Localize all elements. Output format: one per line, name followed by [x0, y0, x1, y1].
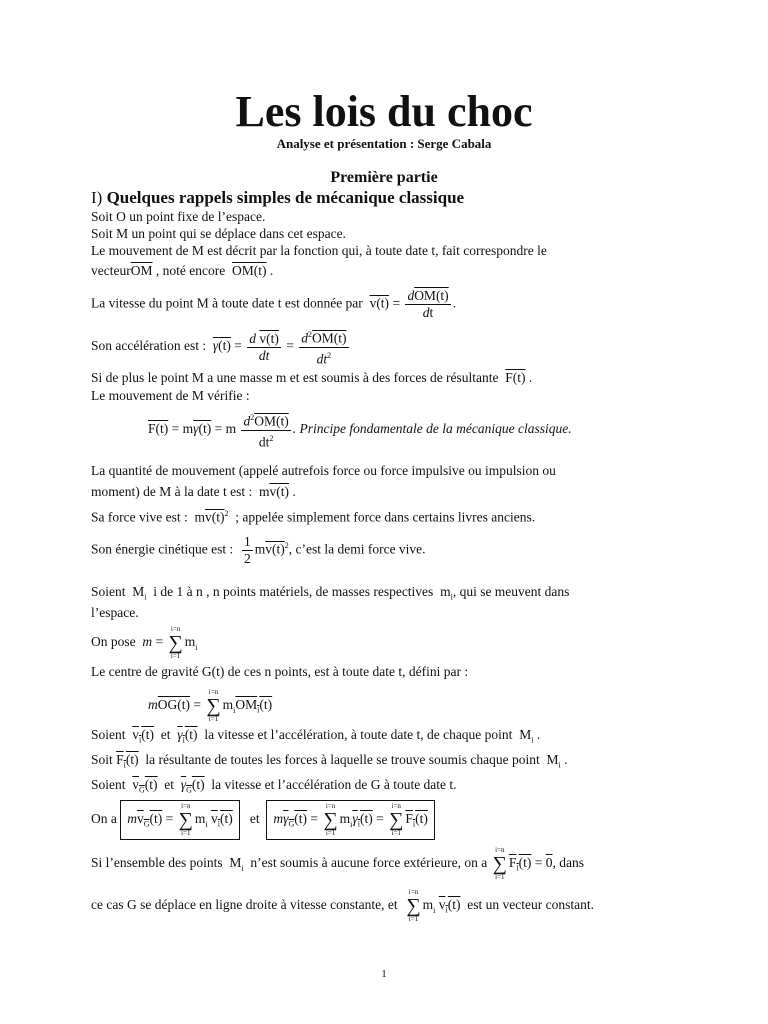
text-fragment: Sa force vive est : [91, 509, 188, 525]
section-heading [91, 188, 464, 208]
text-fragment: La vitesse du point M à toute date t est donnée par [91, 295, 363, 311]
text-fragment: Si de plus le point M a une masse m et est soumis à des forces de résultante [91, 370, 499, 385]
text-line: Soit M un point qui se déplace dans cet espace. [91, 226, 346, 241]
boxed-formula: $m\gamma_G(t)$ = i=n ∑ i=1 $m_i\gamma_i(t)$ = i=n ∑ i=1 $F_i(t)$ [266, 800, 434, 840]
text-fragment: est un vecteur constant. [467, 897, 594, 913]
text-fragment: ; appelée simplement force dans certains livres anciens. [235, 509, 536, 525]
text-line: Le centre de gravité G(t) de ces n points, est à toute date t, défini par : [91, 664, 469, 679]
text-fragment: moment) de M à la date t est : [91, 484, 253, 499]
section-number: I) [91, 188, 103, 207]
text-line: Soient $M_i$ i de 1 à n , n points matériels, de masses respectives $m_i$, qui se meuvent dans [91, 584, 570, 602]
text-fragment: , noté encore [155, 263, 226, 278]
text-fragment: , qui se meuvent dans [452, 584, 570, 599]
text-fragment: la vitesse et l’accélération de G à toute date t. [211, 777, 457, 792]
page-title: Les lois du choc [235, 87, 533, 136]
page-number: 1 [381, 968, 387, 980]
text-fragment: , c’est la demi force vive. [288, 541, 426, 557]
text-line: moment) de M à la date t est : mv(t) . [91, 484, 296, 499]
text-fragment: Soit [91, 752, 113, 767]
text-fragment: Soient [91, 727, 126, 742]
text-fragment: . Principe fondamentale de la mécanique classique. [292, 421, 572, 437]
text-line: Soit O un point fixe de l’espace. [91, 209, 266, 224]
text-line: Le mouvement de M est décrit par la fonction qui, à toute date t, fait correspondre le [91, 243, 547, 258]
text-line: Si de plus le point M a une masse m et est soumis à des forces de résultante F(t) . [91, 370, 533, 385]
text-line: Soit $F_i(t)$ la résultante de toutes les forces à laquelle se trouve soumis chaque point $M_i$ . [91, 752, 568, 770]
text-fragment: , dans [552, 855, 585, 871]
text-fragment: Si l’ensemble des points [91, 855, 223, 871]
text-fragment: i de 1 à n , n points matériels, de masses respectives [153, 584, 434, 599]
formula-line: Son accélération est : γ(t) = $\frac{\text{d v(t)}}{dt}$ = $\frac{d^2OM(t)}{dt^2}$ [91, 327, 351, 367]
formula-line: Son énergie cinétique est : $\frac{1}{2}$ $mv(t)^2$, c’est la demi force vive. [91, 534, 426, 566]
section-title: Quelques rappels simples de mécanique classique [106, 188, 465, 207]
formula-line: F(t) = mγ(t) = m $\frac{d^2OM(t)}{dt^2}$ . Principe fondamentale de la mécanique classique. [148, 410, 572, 450]
part-heading: Première partie [330, 169, 438, 186]
text-fragment: On a [91, 811, 117, 827]
formula-line: La vitesse du point M à toute date t est donnée par v(t) = $\frac{\text{dOM(t)}}{dt}$ . [91, 288, 457, 320]
text-line: Soient $v_i(t)$ et $\gamma_i(t)$ la vitesse et l’accélération, à toute date t, de chaque point $M_i$ . [91, 727, 541, 745]
text-fragment: Son énergie cinétique est : [91, 541, 234, 557]
text-fragment: n’est soumis à aucune force extérieure, on a [250, 855, 488, 871]
formula-line: Si l’ensemble des points $M_i$ n’est soumis à aucune force extérieure, on a i=n ∑ i=1 $F_i(t) = 0$, dans [91, 846, 585, 881]
formula-line: ce cas G se déplace en ligne droite à vitesse constante, et i=n ∑ i=1 $m_i$ $v_i(t)$ est un vecteur constant. [91, 888, 594, 923]
text-fragment: On pose [91, 634, 136, 650]
text-line: La quantité de mouvement (appelé autrefois force ou force impulsive ou impulsion ou [91, 463, 556, 478]
text-fragment: vecteur [91, 263, 131, 278]
text-line: Soient $v_G(t)$ et $\gamma_G(t)$ la vitesse et l’accélération de G à toute date t. [91, 777, 457, 795]
author-line: Analyse et présentation : Serge Cabala [276, 136, 492, 151]
text-fragment: et [249, 811, 260, 827]
text-line: l’espace. [91, 605, 139, 620]
formula-line [91, 800, 435, 840]
text-fragment: Son accélération est : [91, 338, 207, 354]
text-fragment: la résultante de toutes les forces à laquelle se trouve soumis chaque point [145, 752, 540, 767]
text-line: Le mouvement de M vérifie : [91, 388, 250, 403]
formula-line: mOG(t) = i=n ∑ i=1 $m_iOM_i(t)$ [148, 688, 273, 723]
formula-line: On pose m = i=n ∑ i=1 $m_i$ [91, 625, 198, 660]
text-line: Sa force vive est : $mv(t)^2$ ; appelée simplement force dans certains livres anciens. [91, 509, 536, 525]
text-line: $vecteur\overline{OM}$ , noté encore OM(t) . [91, 263, 274, 278]
boxed-formula: $mv_G(t)$ = i=n ∑ i=1 $m_i$ $v_i(t)$ [120, 800, 240, 840]
text-fragment: ce cas G se déplace en ligne droite à vitesse constante, et [91, 897, 398, 913]
text-fragment: la vitesse et l’accélération, à toute date t, de chaque point [204, 727, 513, 742]
